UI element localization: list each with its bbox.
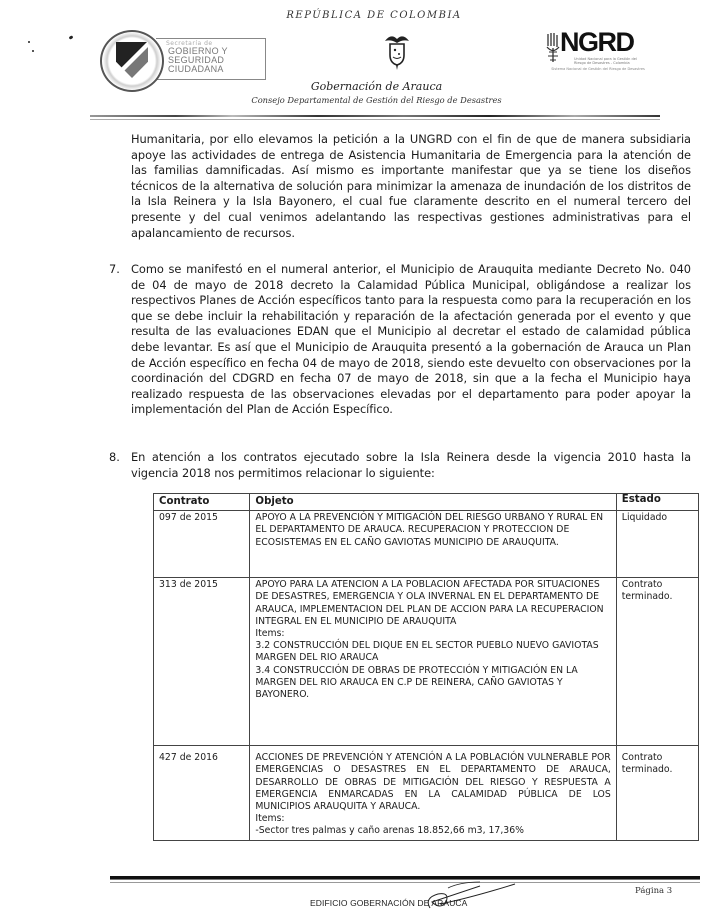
ngrd-wordmark: NGRD (560, 27, 634, 57)
item-7-paragraph: Como se manifestó en el numeral anterior, el Municipio de Arauquita mediante Decreto No. 040 de 04 de mayo de 2018 decreto la Calamidad Pública Municipal, obligándose a realizar los respectivos Planes de Acción específicos tanto para la respuesta como para la recuperación en los que se debe incluir la rehabilitación y reparación de la afectación generada por el evento y que resulta de las evaluaciones EDAN que el Municipio al decretar el estado de calamidad pública debe levantar. Es así que el Municipio de Arauquita presentó a la gobernación de Arauca un Plan de Acción específico en fecha 04 de mayo de 2018, siendo este devuelto con observaciones por la coordinación del CDGRD en fecha 07 de mayo de 2018, sin que a la fecha el Municipio haya realizado respuesta de las observaciones elevadas por el departamento para poder apoyar la implementación del Plan de Acción Específico. (131, 262, 691, 417)
objeto-item: 3.2 CONSTRUCCIÓN DEL DIQUE EN EL SECTOR PUEBLO NUEVO GAVIOTAS MARGEN DEL RIO ARAUCA (255, 640, 599, 664)
contrato-cell: 097 de 2015 (154, 511, 250, 578)
objeto-cell (250, 746, 616, 840)
ngrd-logo (546, 27, 666, 85)
contracts-table (153, 493, 699, 841)
page-number: Página 3 (635, 886, 673, 896)
continuation-paragraph: Humanitaria, por ello elevamos la petición a la UNGRD con el fin de que de manera subsidiaria apoye las actividades de entrega de Asistencia Humanitaria de Emergencia para la atención de las familias damnificadas. Así mismo es importante manifestar que ya se tiene los diseños técnicos de la alternativa de solución para minimizar la amenaza de inundación de los distritos de la Isla Reinera y la Isla Bayonero, el cual fue claramente descrito en el numeral tercero del presente y del cual venimos adelantando las respectivas gestiones administrativas para el apalancamiento de recursos. (131, 132, 691, 240)
column-header-objeto: Objeto (250, 494, 616, 511)
footer-divider-thin (110, 882, 700, 883)
objeto-cell (250, 578, 616, 746)
table-row (154, 746, 699, 840)
column-header-estado: Estado (616, 494, 698, 511)
logo-line-3: CIUDADANA (168, 64, 224, 74)
signature-icon (420, 880, 530, 912)
objeto-text: APOYO PARA LA ATENCION A LA POBLACION AFECTADA POR SITUACIONES DE DESASTRES, EMERGENCIA Y OLA INVERNAL EN EL DEPARTAMENTO DE ARAUCA, IMPLEMENTACION DEL PLAN DE ACCION PARA LA RECUPERACION INTEGRAL EN EL MUNICIPIO DE ARAUQUITA (255, 579, 604, 627)
objeto-item: -Sector tres palmas y caño arenas 18.852,66 m3, 17,36% (255, 825, 524, 837)
item-8-paragraph: En atención a los contratos ejecutado sobre la Isla Reinera desde la vigencia 2010 hasta la vigencia 2018 nos permitimos relacionar lo siguiente: (131, 450, 691, 480)
table-row (154, 578, 699, 746)
items-label: Items: (255, 813, 285, 825)
estado-cell: Contrato terminado. (616, 746, 698, 840)
colombia-coat-of-arms-icon (383, 33, 411, 71)
republica-heading: REPÚBLICA DE COLOMBIA (286, 10, 462, 21)
footer-address: EDIFICIO GOBERNACIÓN DE ARAUCA (310, 898, 468, 908)
ngrd-hand-icon (546, 32, 560, 62)
logo-line-1: GOBIERNO Y (168, 46, 228, 56)
contrato-cell: 313 de 2015 (154, 578, 250, 746)
objeto-text: ACCIONES DE PREVENCIÓN Y ATENCIÓN A LA POBLACIÓN VULNERABLE POR EMERGENCIAS O DESASTRES EN EL DEPARTAMENTO DE ARAUCA, DESARROLLO DE OBRAS DE MITIGACIÓN DEL RIESGO Y RESPUESTA A EMERGENCIA ENMARCADAS EN LA CALAMIDAD PÚBLICA DE LOS MUNICIPIOS ARAUQUITA Y ARAUCA. (255, 752, 611, 813)
objeto-text: APOYO A LA PREVENCIÓN Y MITIGACIÓN DEL RIESGO URBANO Y RURAL EN EL DEPARTAMENTO DE ARAUCA. RECUPERACION Y PROTECCION DE ECOSISTEMAS EN EL CAÑO GAVIOTAS MUNICIPIO DE ARAUQUITA. (255, 512, 604, 548)
estado-cell: Contrato terminado. (616, 578, 698, 746)
estado-cell: Liquidado (616, 511, 698, 578)
scan-speck (28, 41, 30, 43)
item-number: 7. (109, 262, 120, 276)
logo-dept-label: Secretaría de (166, 40, 213, 47)
scan-speck (69, 35, 74, 40)
items-label: Items: (255, 628, 285, 640)
ngrd-subtext: Unidad Nacional para la Gestión del Riesgo de Desastres - Colombia (574, 57, 637, 65)
consejo-subtitle: Consejo Departamental de Gestión del Riesgo de Desastres (251, 95, 502, 105)
logo-line-2: SEGURIDAD (168, 55, 225, 65)
scan-speck (32, 50, 34, 52)
contrato-cell: 427 de 2016 (154, 746, 250, 840)
table-row (154, 511, 699, 578)
gobernacion-title: Gobernación de Arauca (310, 80, 443, 93)
ngrd-subtext-2: Sistema Nacional de Gestión del Riesgo de Desastres (551, 67, 645, 71)
table-header-row (154, 494, 699, 511)
footer-divider (110, 876, 700, 880)
objeto-item: 3.4 CONSTRUCCIÓN DE OBRAS DE PROTECCIÓN Y MITIGACIÓN EN LA MARGEN DEL RIO ARAUCA EN C.P DE REINERA, CAÑO GAVIOTAS Y BAYONERO. (255, 664, 578, 701)
item-number: 8. (109, 450, 120, 464)
objeto-cell (250, 511, 616, 578)
column-header-contrato: Contrato (154, 494, 250, 511)
